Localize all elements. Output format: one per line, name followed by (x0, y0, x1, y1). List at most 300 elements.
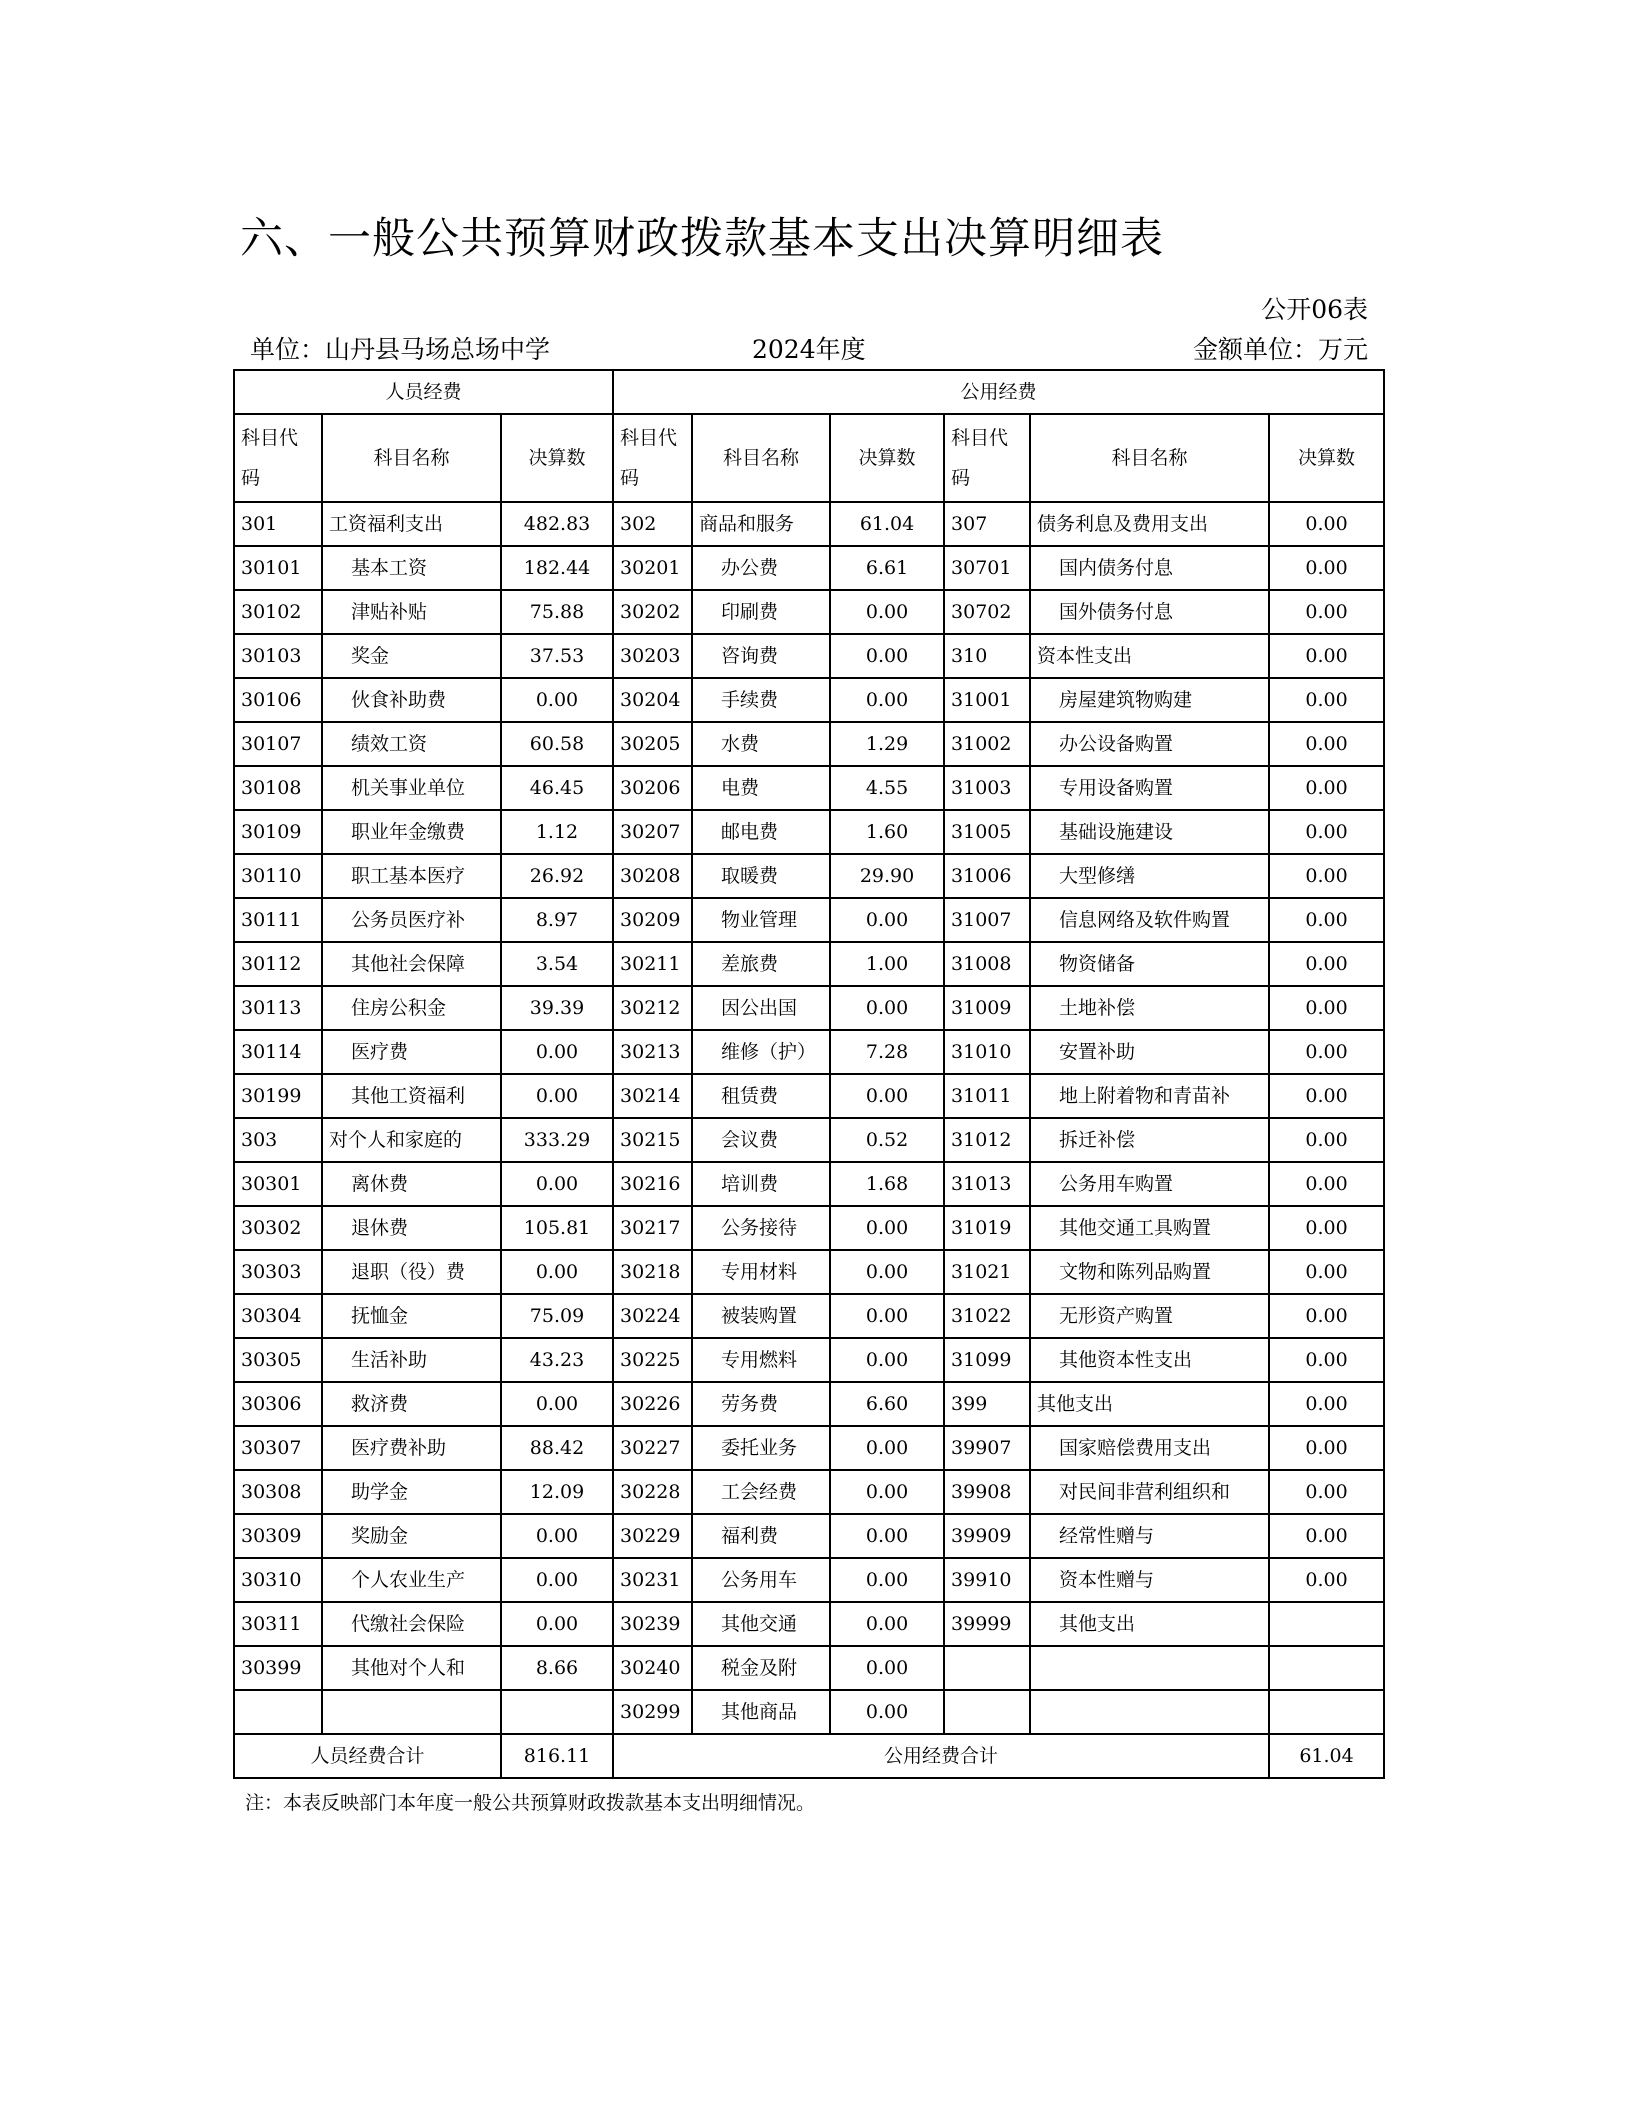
expenditure-table (233, 369, 1385, 1779)
amount-unit: 金额单位：万元 (1192, 335, 1368, 364)
subject-name-cell: 工会经费 (692, 1470, 830, 1514)
amount-cell: 8.97 (501, 898, 613, 942)
subject-name-cell: 奖励金 (322, 1514, 501, 1558)
subject-name-cell: 国内债务付息 (1030, 546, 1269, 590)
table-row (234, 1338, 1384, 1382)
subject-code-cell: 30111 (234, 898, 322, 942)
subject-code-cell (234, 1690, 322, 1734)
subject-code-cell: 31022 (944, 1294, 1030, 1338)
subject-code-cell: 31008 (944, 942, 1030, 986)
amount-cell: 0.00 (830, 634, 944, 678)
amount-cell: 0.00 (1269, 1338, 1384, 1382)
subject-code-cell: 30306 (234, 1382, 322, 1426)
column-header: 科目代码 (944, 414, 1030, 502)
amount-cell: 26.92 (501, 854, 613, 898)
table-row (234, 634, 1384, 678)
subject-name-cell: 奖金 (322, 634, 501, 678)
subject-name-cell: 因公出国 (692, 986, 830, 1030)
subject-name-cell: 办公费 (692, 546, 830, 590)
table-row (234, 1382, 1384, 1426)
subject-code-cell (944, 1690, 1030, 1734)
subject-name-cell: 安置补助 (1030, 1030, 1269, 1074)
table-row (234, 1646, 1384, 1690)
table-row (234, 1206, 1384, 1250)
subject-name-cell: 基本工资 (322, 546, 501, 590)
amount-cell: 0.00 (501, 1162, 613, 1206)
subject-code-cell: 30204 (613, 678, 692, 722)
subject-code-cell: 30113 (234, 986, 322, 1030)
footnote: 注：本表反映部门本年度一般公共预算财政拨款基本支出明细情况。 (245, 1792, 816, 1814)
subject-code-cell: 30218 (613, 1250, 692, 1294)
amount-cell: 0.00 (830, 1514, 944, 1558)
subject-name-cell: 经常性赠与 (1030, 1514, 1269, 1558)
subject-name-cell: 福利费 (692, 1514, 830, 1558)
subject-code-cell: 30201 (613, 546, 692, 590)
subject-name-cell: 其他资本性支出 (1030, 1338, 1269, 1382)
subject-name-cell: 基础设施建设 (1030, 810, 1269, 854)
subject-name-cell: 印刷费 (692, 590, 830, 634)
subject-name-cell: 公务员医疗补 (322, 898, 501, 942)
subject-name-cell: 资本性赠与 (1030, 1558, 1269, 1602)
subject-name-cell: 邮电费 (692, 810, 830, 854)
amount-cell: 0.00 (1269, 986, 1384, 1030)
subject-name-cell: 地上附着物和青苗补 (1030, 1074, 1269, 1118)
amount-cell: 0.00 (501, 1250, 613, 1294)
subject-code-cell: 31010 (944, 1030, 1030, 1074)
subject-code-cell: 30213 (613, 1030, 692, 1074)
subject-name-cell: 差旅费 (692, 942, 830, 986)
amount-cell: 3.54 (501, 942, 613, 986)
amount-cell (1269, 1602, 1384, 1646)
amount-cell: 0.00 (1269, 1382, 1384, 1426)
subject-name-cell: 救济费 (322, 1382, 501, 1426)
subject-code-cell: 30228 (613, 1470, 692, 1514)
table-row (234, 1690, 1384, 1734)
subject-name-cell: 代缴社会保险 (322, 1602, 501, 1646)
subject-name-cell: 津贴补贴 (322, 590, 501, 634)
table-row (234, 1558, 1384, 1602)
table-row (234, 1030, 1384, 1074)
table-row (234, 546, 1384, 590)
table-row (234, 1470, 1384, 1514)
subject-code-cell: 30305 (234, 1338, 322, 1382)
amount-cell: 0.00 (830, 1470, 944, 1514)
subject-name-cell: 抚恤金 (322, 1294, 501, 1338)
column-header: 决算数 (501, 414, 613, 502)
column-header: 科目代码 (234, 414, 322, 502)
subject-code-cell: 31002 (944, 722, 1030, 766)
subject-code-cell: 30309 (234, 1514, 322, 1558)
subject-code-cell: 39910 (944, 1558, 1030, 1602)
column-header: 科目名称 (692, 414, 830, 502)
amount-cell: 0.52 (830, 1118, 944, 1162)
subject-name-cell: 专用燃料 (692, 1338, 830, 1382)
subject-code-cell: 30107 (234, 722, 322, 766)
subject-name-cell: 其他社会保障 (322, 942, 501, 986)
subject-name-cell (1030, 1646, 1269, 1690)
subject-code-cell: 30215 (613, 1118, 692, 1162)
subject-code-cell: 307 (944, 502, 1030, 546)
subject-name-cell: 劳务费 (692, 1382, 830, 1426)
subject-name-cell: 培训费 (692, 1162, 830, 1206)
subject-code-cell: 31006 (944, 854, 1030, 898)
subject-code-cell: 31005 (944, 810, 1030, 854)
subject-name-cell: 国家赔偿费用支出 (1030, 1426, 1269, 1470)
table-row (234, 854, 1384, 898)
subject-name-cell: 会议费 (692, 1118, 830, 1162)
amount-cell: 6.61 (830, 546, 944, 590)
subject-code-cell: 30304 (234, 1294, 322, 1338)
subject-name-cell: 租赁费 (692, 1074, 830, 1118)
subject-name-cell: 公务用车购置 (1030, 1162, 1269, 1206)
subject-name-cell: 绩效工资 (322, 722, 501, 766)
amount-cell: 0.00 (830, 1206, 944, 1250)
subject-code-cell: 30224 (613, 1294, 692, 1338)
column-header: 科目名称 (1030, 414, 1269, 502)
table-row (234, 1426, 1384, 1470)
subject-name-cell: 个人农业生产 (322, 1558, 501, 1602)
subject-name-cell: 其他支出 (1030, 1382, 1269, 1426)
subject-code-cell: 30209 (613, 898, 692, 942)
subject-code-cell: 31007 (944, 898, 1030, 942)
subject-code-cell: 31021 (944, 1250, 1030, 1294)
table-row (234, 766, 1384, 810)
subject-name-cell: 国外债务付息 (1030, 590, 1269, 634)
amount-cell: 0.00 (830, 986, 944, 1030)
amount-cell: 88.42 (501, 1426, 613, 1470)
table-row (234, 898, 1384, 942)
amount-cell: 0.00 (1269, 1250, 1384, 1294)
subject-code-cell: 30106 (234, 678, 322, 722)
subject-name-cell: 无形资产购置 (1030, 1294, 1269, 1338)
subject-code-cell: 30211 (613, 942, 692, 986)
subject-code-cell: 30206 (613, 766, 692, 810)
amount-cell: 0.00 (1269, 1074, 1384, 1118)
unit-label: 单位：山丹县马场总场中学 (250, 335, 551, 364)
subject-name-cell: 对民间非营利组织和 (1030, 1470, 1269, 1514)
amount-cell: 0.00 (1269, 1470, 1384, 1514)
subject-code-cell: 303 (234, 1118, 322, 1162)
column-header: 决算数 (1269, 414, 1384, 502)
amount-cell: 0.00 (1269, 590, 1384, 634)
subject-name-cell: 物业管理 (692, 898, 830, 942)
subject-code-cell: 30205 (613, 722, 692, 766)
subject-name-cell: 退休费 (322, 1206, 501, 1250)
amount-cell: 182.44 (501, 546, 613, 590)
subject-name-cell: 税金及附 (692, 1646, 830, 1690)
subject-code-cell: 30239 (613, 1602, 692, 1646)
subject-name-cell: 其他支出 (1030, 1602, 1269, 1646)
subject-name-cell: 职业年金缴费 (322, 810, 501, 854)
subject-name-cell: 公务接待 (692, 1206, 830, 1250)
amount-cell: 60.58 (501, 722, 613, 766)
column-header: 科目代码 (613, 414, 692, 502)
subject-name-cell: 取暖费 (692, 854, 830, 898)
subject-code-cell: 30212 (613, 986, 692, 1030)
subject-name-cell: 咨询费 (692, 634, 830, 678)
amount-cell: 1.12 (501, 810, 613, 854)
amount-cell: 39.39 (501, 986, 613, 1030)
amount-cell (1269, 1646, 1384, 1690)
public-total-value: 61.04 (1269, 1734, 1384, 1778)
amount-cell: 75.09 (501, 1294, 613, 1338)
amount-cell: 0.00 (1269, 1426, 1384, 1470)
amount-cell: 0.00 (501, 1074, 613, 1118)
amount-cell: 4.55 (830, 766, 944, 810)
subject-code-cell: 39907 (944, 1426, 1030, 1470)
amount-cell: 0.00 (830, 590, 944, 634)
amount-cell: 0.00 (830, 678, 944, 722)
personnel-total-value: 816.11 (501, 1734, 613, 1778)
amount-cell: 0.00 (501, 1030, 613, 1074)
amount-cell: 75.88 (501, 590, 613, 634)
subject-code-cell: 30702 (944, 590, 1030, 634)
table-row (234, 1074, 1384, 1118)
subject-code-cell: 30240 (613, 1646, 692, 1690)
subject-name-cell: 伙食补助费 (322, 678, 501, 722)
amount-cell: 61.04 (830, 502, 944, 546)
subject-code-cell: 30112 (234, 942, 322, 986)
subject-name-cell: 手续费 (692, 678, 830, 722)
subject-code-cell: 30227 (613, 1426, 692, 1470)
table-row (234, 502, 1384, 546)
amount-cell (501, 1690, 613, 1734)
amount-cell: 0.00 (830, 1074, 944, 1118)
page-title: 六、一般公共预算财政拨款基本支出决算明细表 (240, 214, 1164, 264)
amount-cell: 29.90 (830, 854, 944, 898)
amount-cell: 0.00 (830, 1426, 944, 1470)
amount-cell: 1.00 (830, 942, 944, 986)
amount-cell: 8.66 (501, 1646, 613, 1690)
amount-cell: 0.00 (830, 1250, 944, 1294)
table-row (234, 1250, 1384, 1294)
amount-cell: 0.00 (1269, 1294, 1384, 1338)
subject-name-cell: 商品和服务 (692, 502, 830, 546)
amount-cell: 333.29 (501, 1118, 613, 1162)
subject-name-cell: 其他商品 (692, 1690, 830, 1734)
subject-code-cell: 30307 (234, 1426, 322, 1470)
amount-cell: 0.00 (501, 1382, 613, 1426)
amount-cell: 12.09 (501, 1470, 613, 1514)
unit-line (250, 330, 1368, 362)
subject-name-cell: 医疗费补助 (322, 1426, 501, 1470)
table-row (234, 942, 1384, 986)
amount-cell: 0.00 (1269, 942, 1384, 986)
subject-code-cell: 30203 (613, 634, 692, 678)
amount-cell: 0.00 (830, 1294, 944, 1338)
amount-cell: 0.00 (830, 1602, 944, 1646)
subject-code-cell: 31019 (944, 1206, 1030, 1250)
subject-code-cell: 30110 (234, 854, 322, 898)
amount-cell: 105.81 (501, 1206, 613, 1250)
subject-name-cell: 专用材料 (692, 1250, 830, 1294)
table-row (234, 722, 1384, 766)
subject-name-cell: 委托业务 (692, 1426, 830, 1470)
subject-code-cell: 30302 (234, 1206, 322, 1250)
amount-cell: 0.00 (1269, 766, 1384, 810)
amount-cell: 0.00 (501, 1602, 613, 1646)
subject-code-cell: 30229 (613, 1514, 692, 1558)
fiscal-year: 2024年度 (752, 335, 866, 364)
amount-cell: 0.00 (830, 1690, 944, 1734)
subject-name-cell: 助学金 (322, 1470, 501, 1514)
column-header-row (234, 414, 1384, 502)
public-group-header: 公用经费 (613, 370, 1384, 414)
subject-code-cell: 30216 (613, 1162, 692, 1206)
amount-cell: 0.00 (830, 1338, 944, 1382)
subject-code-cell: 30114 (234, 1030, 322, 1074)
subject-name-cell: 土地补偿 (1030, 986, 1269, 1030)
amount-cell: 0.00 (1269, 502, 1384, 546)
subject-name-cell: 债务利息及费用支出 (1030, 502, 1269, 546)
group-header-row (234, 370, 1384, 414)
table-row (234, 986, 1384, 1030)
amount-cell: 46.45 (501, 766, 613, 810)
subject-name-cell: 对个人和家庭的 (322, 1118, 501, 1162)
subject-code-cell: 30231 (613, 1558, 692, 1602)
amount-cell: 0.00 (1269, 810, 1384, 854)
subject-name-cell: 拆迁补偿 (1030, 1118, 1269, 1162)
subject-name-cell: 办公设备购置 (1030, 722, 1269, 766)
subject-code-cell: 30299 (613, 1690, 692, 1734)
amount-cell: 0.00 (1269, 1162, 1384, 1206)
subject-code-cell: 31001 (944, 678, 1030, 722)
subject-code-cell: 30311 (234, 1602, 322, 1646)
subject-name-cell: 机关事业单位 (322, 766, 501, 810)
subject-code-cell: 30103 (234, 634, 322, 678)
subject-name-cell: 被装购置 (692, 1294, 830, 1338)
subject-code-cell: 30217 (613, 1206, 692, 1250)
column-header: 决算数 (830, 414, 944, 502)
personnel-total-label: 人员经费合计 (234, 1734, 501, 1778)
amount-cell: 1.29 (830, 722, 944, 766)
amount-cell: 0.00 (1269, 898, 1384, 942)
amount-cell: 0.00 (830, 1646, 944, 1690)
subject-code-cell: 39909 (944, 1514, 1030, 1558)
subject-name-cell: 电费 (692, 766, 830, 810)
subject-code-cell: 30102 (234, 590, 322, 634)
amount-cell: 0.00 (1269, 634, 1384, 678)
table-container (233, 369, 1383, 1815)
subject-code-cell: 399 (944, 1382, 1030, 1426)
subject-name-cell: 专用设备购置 (1030, 766, 1269, 810)
subject-name-cell: 生活补助 (322, 1338, 501, 1382)
public-total-label: 公用经费合计 (613, 1734, 1269, 1778)
amount-cell: 0.00 (501, 1514, 613, 1558)
table-row (234, 1162, 1384, 1206)
subject-code-cell: 302 (613, 502, 692, 546)
subject-name-cell (322, 1690, 501, 1734)
subject-code-cell: 30208 (613, 854, 692, 898)
subject-name-cell: 其他交通 (692, 1602, 830, 1646)
subject-name-cell: 住房公积金 (322, 986, 501, 1030)
subject-name-cell: 公务用车 (692, 1558, 830, 1602)
table-row (234, 1602, 1384, 1646)
subject-name-cell: 房屋建筑物购建 (1030, 678, 1269, 722)
subject-code-cell: 30207 (613, 810, 692, 854)
subject-name-cell: 信息网络及软件购置 (1030, 898, 1269, 942)
amount-cell: 0.00 (1269, 854, 1384, 898)
amount-cell (1269, 1690, 1384, 1734)
subject-code-cell: 30108 (234, 766, 322, 810)
subject-code-cell: 30109 (234, 810, 322, 854)
subject-code-cell: 30701 (944, 546, 1030, 590)
amount-cell: 0.00 (1269, 1514, 1384, 1558)
amount-cell: 0.00 (1269, 1030, 1384, 1074)
subject-code-cell: 30308 (234, 1470, 322, 1514)
amount-cell: 1.60 (830, 810, 944, 854)
subject-name-cell: 物资储备 (1030, 942, 1269, 986)
amount-cell: 482.83 (501, 502, 613, 546)
table-row (234, 590, 1384, 634)
subject-code-cell: 31003 (944, 766, 1030, 810)
subject-name-cell (1030, 1690, 1269, 1734)
amount-cell: 7.28 (830, 1030, 944, 1074)
subject-code-cell: 30301 (234, 1162, 322, 1206)
subject-name-cell: 工资福利支出 (322, 502, 501, 546)
amount-cell: 0.00 (501, 678, 613, 722)
subject-code-cell: 30199 (234, 1074, 322, 1118)
subject-code-cell: 39908 (944, 1470, 1030, 1514)
subject-name-cell: 水费 (692, 722, 830, 766)
subject-name-cell: 离休费 (322, 1162, 501, 1206)
subject-code-cell: 31012 (944, 1118, 1030, 1162)
subject-code-cell: 30202 (613, 590, 692, 634)
subject-code-cell: 30303 (234, 1250, 322, 1294)
amount-cell: 0.00 (501, 1558, 613, 1602)
totals-row (234, 1734, 1384, 1778)
subject-name-cell: 资本性支出 (1030, 634, 1269, 678)
table-row (234, 1118, 1384, 1162)
subject-name-cell: 退职（役）费 (322, 1250, 501, 1294)
table-number: 公开06表 (1261, 295, 1368, 324)
amount-cell: 0.00 (1269, 1558, 1384, 1602)
subject-code-cell: 31013 (944, 1162, 1030, 1206)
table-row (234, 1514, 1384, 1558)
table-row (234, 1294, 1384, 1338)
subject-code-cell: 30310 (234, 1558, 322, 1602)
subject-code-cell: 301 (234, 502, 322, 546)
amount-cell: 43.23 (501, 1338, 613, 1382)
subject-name-cell: 维修（护） (692, 1030, 830, 1074)
subject-code-cell: 31011 (944, 1074, 1030, 1118)
amount-cell: 0.00 (830, 1558, 944, 1602)
amount-cell: 0.00 (1269, 678, 1384, 722)
amount-cell: 6.60 (830, 1382, 944, 1426)
subject-name-cell: 其他对个人和 (322, 1646, 501, 1690)
subject-name-cell: 其他交通工具购置 (1030, 1206, 1269, 1250)
amount-cell: 1.68 (830, 1162, 944, 1206)
personnel-group-header: 人员经费 (234, 370, 613, 414)
table-row (234, 678, 1384, 722)
subject-code-cell: 30399 (234, 1646, 322, 1690)
subject-code-cell: 39999 (944, 1602, 1030, 1646)
subject-code-cell: 31009 (944, 986, 1030, 1030)
amount-cell: 0.00 (1269, 722, 1384, 766)
subject-code-cell: 30214 (613, 1074, 692, 1118)
subject-name-cell: 职工基本医疗 (322, 854, 501, 898)
amount-cell: 0.00 (1269, 546, 1384, 590)
subject-name-cell: 其他工资福利 (322, 1074, 501, 1118)
subject-code-cell: 310 (944, 634, 1030, 678)
subject-name-cell: 文物和陈列品购置 (1030, 1250, 1269, 1294)
subject-code-cell (944, 1646, 1030, 1690)
amount-cell: 0.00 (1269, 1118, 1384, 1162)
subject-code-cell: 30226 (613, 1382, 692, 1426)
amount-cell: 0.00 (1269, 1206, 1384, 1250)
subject-name-cell: 医疗费 (322, 1030, 501, 1074)
subject-name-cell: 大型修缮 (1030, 854, 1269, 898)
